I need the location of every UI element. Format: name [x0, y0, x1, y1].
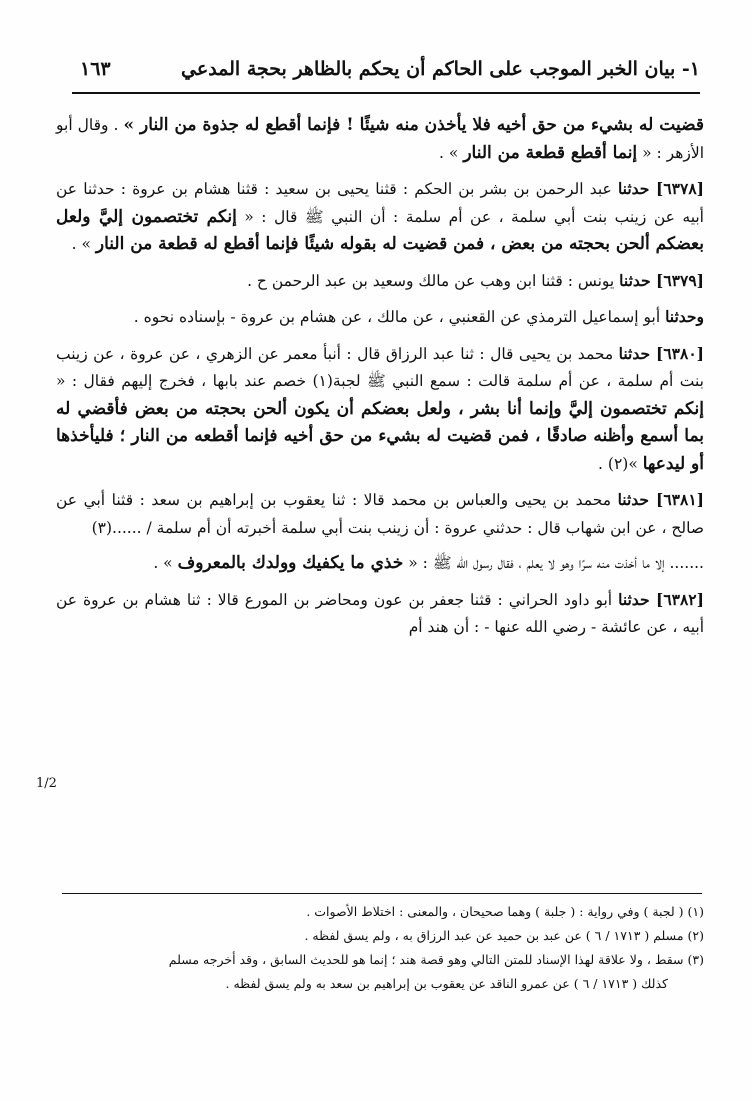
footnote-divider — [62, 893, 702, 894]
hadith-6379-second-chain: وحدثنا أبو إسماعيل الترمذي عن القعنبي ، عن مالك ، عن هشام بن عروة - بإسناده نحوه . — [133, 307, 704, 326]
footnote-1: (١) ( لجبة ) وفي رواية : ( جلبة ) وهما صحيحان ، والمعنى : اختلاط الأصوات . — [306, 904, 704, 919]
footnote-3-continued: كذلك ( ١٧١٣ / ٦ ) عن عمرو الناقد عن يعقوب بن إبراهيم بن سعد به ولم يسق لفظه . — [225, 976, 668, 991]
hind-narration-fragment: ....... إلا ما أخذت منه سرًا وهو لا يعلم ، فقال رسول الله ﷺ : « خذي ما يكفيك وولدك بالمعروف » . — [153, 553, 704, 573]
main-text — [56, 112, 704, 650]
paragraph-continuation: قضيت له بشيء من حق أخيه فلا يأخذن منه شيئًا ! فإنما أقطع له جذوة من النار » . وقال أبو الأزهر : « إنما أقطع قطعة من النار » . — [56, 115, 704, 163]
hadith-6380: [٦٣٨٠] حدثنا محمد بن يحيى قال : ثنا عبد الرزاق قال : أنبأ معمر عن الزهري ، عن عروة ، عن زينب بنت أم سلمة ، عن أم سلمة قالت : سمع النبي ﷺ لجبة(١) خصم عند بابها ، فخرج إليهم فقال : « إنكم تختصمون إليَّ وإنما أنا بشر ، ولعل بعضكم أن يكون ألحن بحجته من بعض فأقضي له بما أسمع وأظنه صادقًا ، فمن قضيت له بشيء من حق أخيه فإنما أقطعه من النار ؛ فليأخذها أو ليدعها »(٢) . — [56, 343, 704, 474]
footnote-3: (٣) سقط ، ولا علاقة لهذا الإسناد للمتن التالي وهو قصة هند ؛ إنما هو للحديث السابق ، وقد أخرجه مسلم — [168, 952, 704, 967]
hadith-6382: [٦٣٨٢] حدثنا أبو داود الحراني : قثنا جعفر بن عون ومحاضر بن المورع قالا : ثنا هشام بن عروة عن أبيه ، عن عائشة - رضي الله عنها - : أن هند أم — [56, 589, 704, 636]
manuscript-page-marker: 1/2 — [36, 776, 57, 791]
page-number: ١٦٣ — [80, 58, 111, 80]
hadith-6381: [٦٣٨١] حدثنا محمد بن يحيى والعباس بن محمد قالا : ثنا يعقوب بن إبراهيم بن سعد : قثنا أبي عن صالح ، عن ابن شهاب قال : حدثني عروة : أن زينب بنت أبي سلمة أخبرته أن أم سلمة / ......(٣) — [56, 490, 704, 537]
page-header — [72, 56, 700, 94]
footnote-2: (٢) مسلم ( ١٧١٣ / ٦ ) عن عبد بن حميد عن عبد الرزاق به ، ولم يسق لفظه . — [304, 928, 704, 943]
hadith-6379: [٦٣٧٩] حدثنا يونس : قثنا ابن وهب عن مالك وسعيد بن عبد الرحمن ح . — [247, 270, 704, 290]
hadith-6378: [٦٣٧٨] حدثنا عبد الرحمن بن بشر بن الحكم : قثنا يحيى بن سعيد : قثنا هشام بن عروة : حدثنا عن أبيه عن زينب بنت أبي سلمة ، عن أم سلمة : أن النبي ﷺ قال : « إنكم تختصمون إليَّ ولعل بعضكم ألحن بحجته من بعض ، فمن قضيت له بقوله شيئًا فإنما أقطع له قطعة من النار » . — [56, 179, 704, 254]
footnotes — [56, 900, 704, 996]
chapter-title: ١- بيان الخبر الموجب على الحاكم أن يحكم بالظاهر بحجة المدعي — [181, 58, 700, 80]
